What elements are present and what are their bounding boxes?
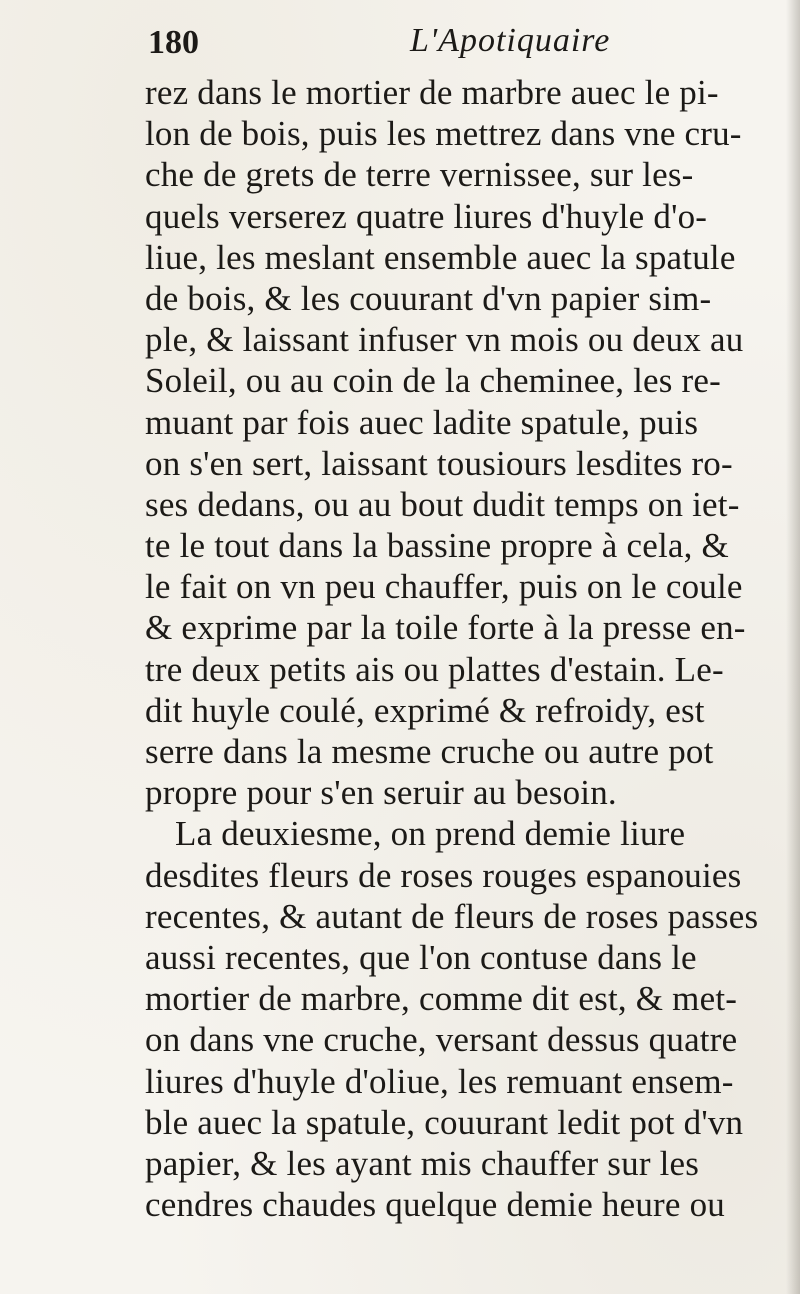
text-line: cendres chaudes quelque demie heure ou <box>145 1185 725 1225</box>
text-line: de bois, & les couurant d'vn papier sim- <box>145 278 712 318</box>
text-line: liures d'huyle d'oliue, les remuant ensem- <box>145 1061 734 1101</box>
text-line: quels verserez quatre liures d'huyle d'o- <box>145 196 708 236</box>
text-line: te le tout dans la bassine propre à cela, & <box>145 526 729 566</box>
running-title: L'Apotiquaire <box>410 22 611 59</box>
text-line: serre dans la mesme cruche ou autre pot <box>145 732 714 771</box>
text-line: che de grets de terre vernissee, sur les- <box>145 155 694 195</box>
paragraph-start-line: La deuxiesme, on prend demie liure <box>175 814 686 854</box>
text-line: propre pour s'en seruir au besoin. <box>145 773 617 813</box>
text-line: aussi recentes, que l'on contuse dans le <box>145 937 697 977</box>
body-text <box>145 72 790 1225</box>
text-line: on dans vne cruche, versant dessus quatre <box>145 1020 738 1060</box>
text-line: mortier de marbre, comme dit est, & met- <box>145 979 738 1019</box>
page-header <box>148 18 748 70</box>
text-line: Soleil, ou au coin de la cheminee, les re- <box>145 361 721 401</box>
text-line: & exprime par la toile forte à la presse en- <box>145 608 746 648</box>
text-line: papier, & les ayant mis chauffer sur les <box>145 1143 700 1183</box>
text-line: dit huyle coulé, exprimé & refroidy, est <box>145 690 705 730</box>
text-line: ble auec la spatule, couurant ledit pot d'vn <box>145 1102 744 1142</box>
text-line: lon de bois, puis les mettrez dans vne cru- <box>145 114 742 154</box>
text-line: rez dans le mortier de marbre auec le pi- <box>145 73 719 112</box>
text-line: recentes, & autant de fleurs de roses passes <box>145 896 759 936</box>
text-line: ses dedans, ou au bout dudit temps on iet- <box>145 484 740 524</box>
text-line: le fait on vn peu chauffer, puis on le coule <box>145 567 743 607</box>
page-number: 180 <box>148 24 199 61</box>
text-line: liue, les meslant ensemble auec la spatule <box>145 237 736 277</box>
text-line: tre deux petits ais ou plattes d'estain. Le- <box>145 649 724 689</box>
text-line: on s'en sert, laissant tousiours lesdites ro- <box>145 443 733 483</box>
text-line: ple, & laissant infuser vn mois ou deux au <box>145 320 744 360</box>
text-line: muant par fois auec ladite spatule, puis <box>145 402 699 442</box>
text-line: desdites fleurs de roses rouges espanouies <box>145 855 742 895</box>
